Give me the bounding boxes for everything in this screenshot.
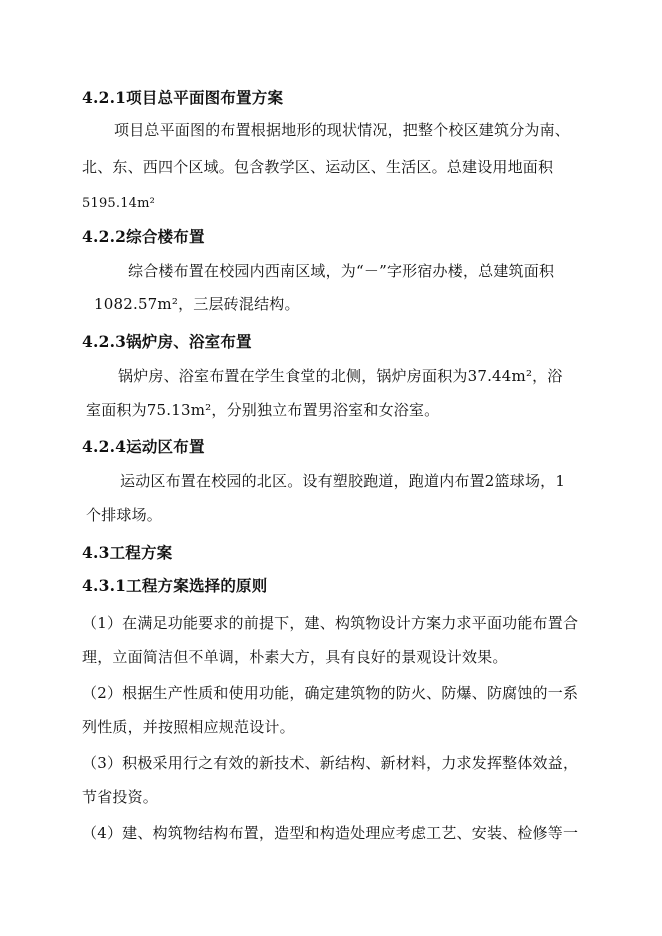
paragraph-line: 理，立面简洁但不单调，朴素大方，具有良好的景观设计效果。 xyxy=(82,648,508,666)
paragraph-line: 1082.57m²，三层砖混结构。 xyxy=(94,295,300,313)
paragraph-line: （4）建、构筑物结构布置，造型和构造处理应考虑工艺、安装、检修等一 xyxy=(82,824,579,842)
paragraph-line: 5195.14m² xyxy=(82,196,156,211)
paragraph-line: 运动区布置在校园的北区。设有塑胶跑道，跑道内布置2篮球场，1 xyxy=(120,472,566,490)
paragraph-line: 室面积为75.13m²，分别独立布置男浴室和女浴室。 xyxy=(86,401,440,419)
paragraph-line: （2）根据生产性质和使用功能，确定建筑物的防火、防爆、防腐蚀的一系 xyxy=(82,684,579,702)
paragraph-line: 列性质，并按照相应规范设计。 xyxy=(82,718,295,736)
paragraph-line: 项目总平面图的布置根据地形的现状情况，把整个校区建筑分为南、 xyxy=(114,121,571,139)
paragraph-line: 节省投资。 xyxy=(82,788,159,806)
heading-4-2-1: 4.2.1项目总平面图布置方案 xyxy=(82,88,284,107)
heading-4-2-3: 4.2.3锅炉房、浴室布置 xyxy=(82,332,252,351)
paragraph-line: 锅炉房、浴室布置在学生食堂的北侧，锅炉房面积为37.44m²，浴 xyxy=(118,367,563,385)
paragraph-line: （3）积极采用行之有效的新技术、新结构、新材料，力求发挥整体效益， xyxy=(82,754,579,772)
heading-4-2-2: 4.2.2综合楼布置 xyxy=(82,227,205,246)
paragraph-line: 综合楼布置在校园内西南区域，为“－”字形宿办楼，总建筑面积 xyxy=(128,262,555,280)
paragraph-line: 个排球场。 xyxy=(86,506,163,524)
paragraph-line: （1）在满足功能要求的前提下，建、构筑物设计方案力求平面功能布置合 xyxy=(82,614,579,632)
heading-4-3-1: 4.3.1工程方案选择的原则 xyxy=(82,576,268,595)
paragraph-line: 北、东、西四个区域。包含教学区、运动区、生活区。总建设用地面积 xyxy=(82,158,554,176)
heading-4-2-4: 4.2.4运动区布置 xyxy=(82,437,205,456)
heading-4-3: 4.3工程方案 xyxy=(82,543,173,562)
